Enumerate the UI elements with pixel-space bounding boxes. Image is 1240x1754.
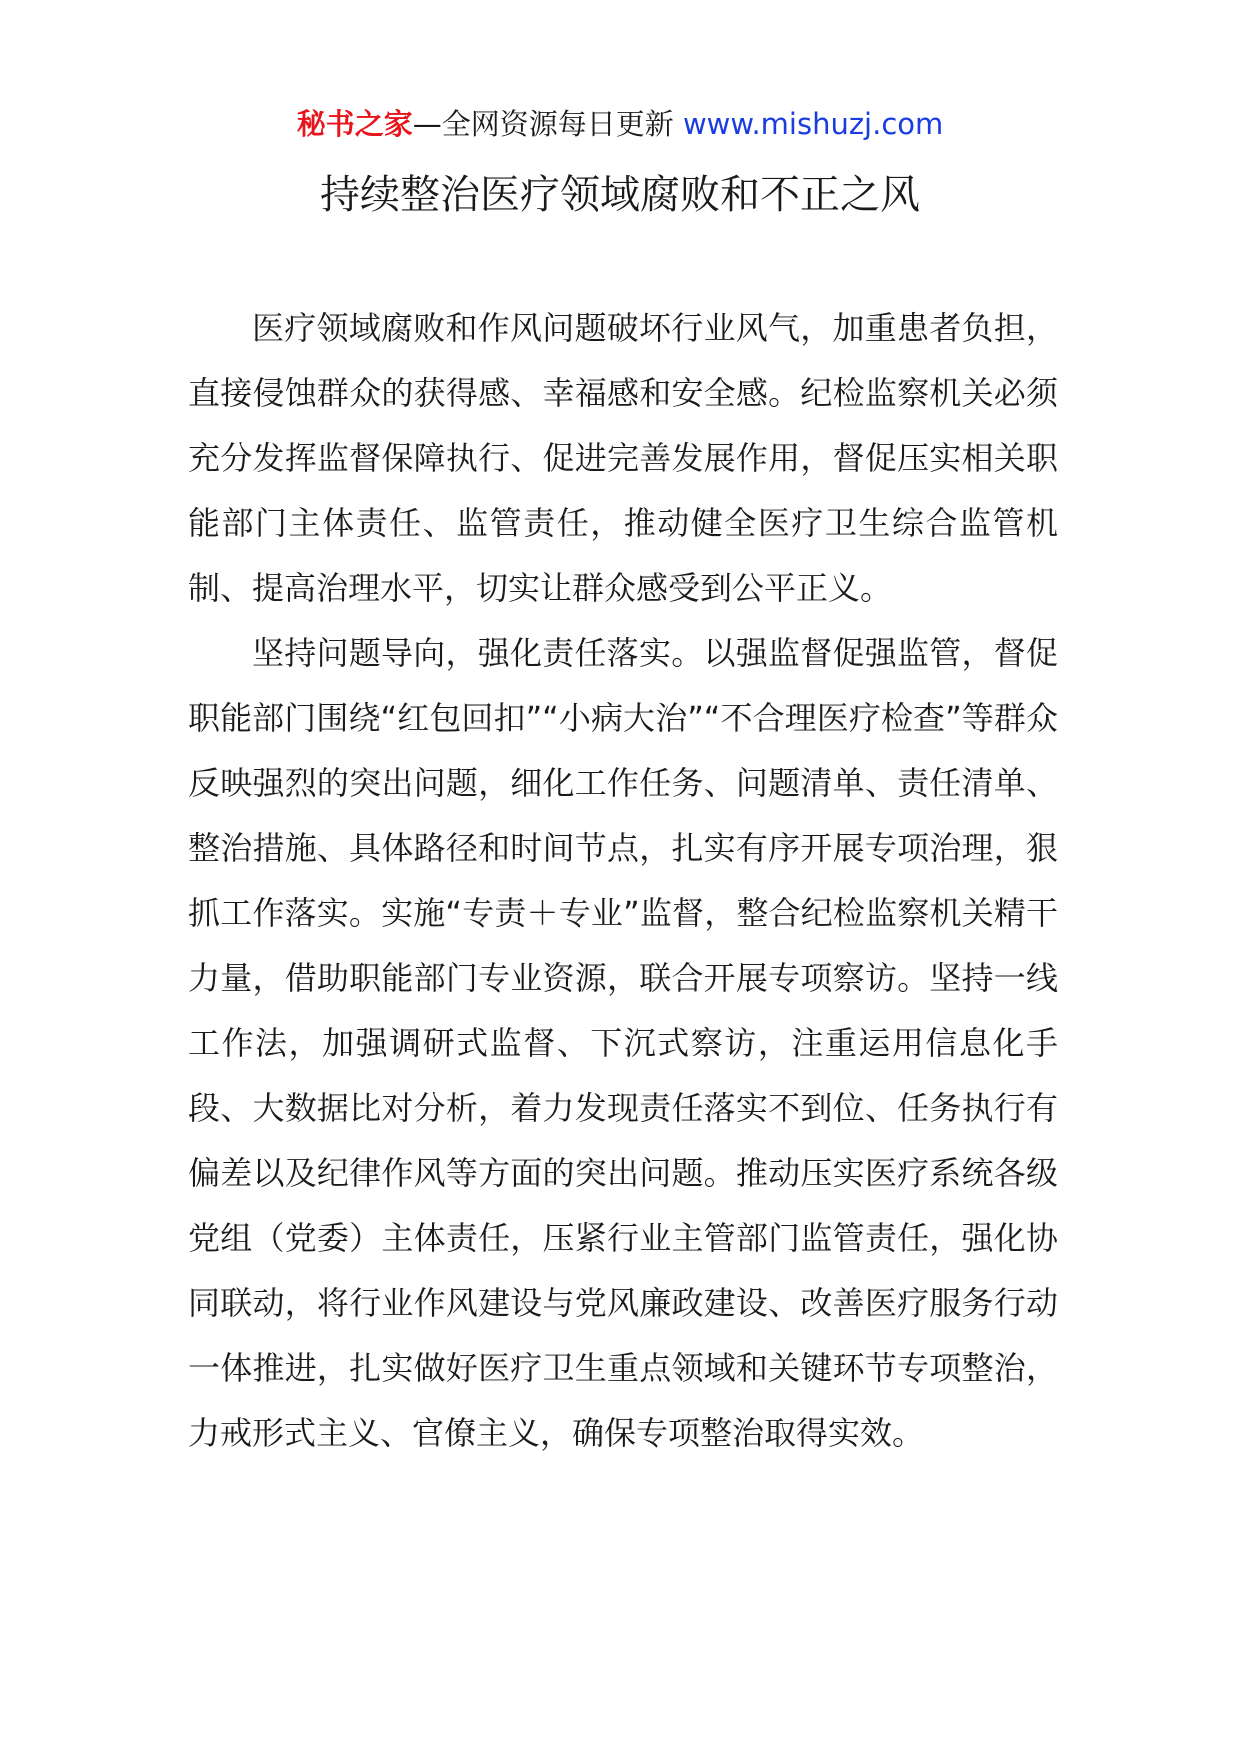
- document-body: [188, 296, 1058, 1466]
- site-brand: 秘书之家: [296, 107, 413, 141]
- site-tagline: —全网资源每日更新: [412, 107, 674, 141]
- document-title: 持续整治医疗领域腐败和不正之风: [320, 172, 920, 218]
- site-header: [0, 104, 1240, 144]
- paragraph-intro: 医疗领域腐败和作风问题破坏行业风气，加重患者负担，直接侵蚀群众的获得感、幸福感和安全感。纪检监察机关必须充分发挥监督保障执行、促进完善发展作用，督促压实相关职能部门主体责任、监管责任，推动健全医疗卫生综合监管机制、提高治理水平，切实让群众感受到公平正义。: [188, 309, 1058, 607]
- paragraph-problem-orientation: 坚持问题导向，强化责任落实。以强监督促强监管，督促职能部门围绕“红包回扣”“小病大治”“不合理医疗检查”等群众反映强烈的突出问题，细化工作任务、问题清单、责任清单、整治措施、具体路径和时间节点，扎实有序开展专项治理，狠抓工作落实。实施“专责＋专业”监督，整合纪检监察机关精干力量，借助职能部门专业资源，联合开展专项察访。坚持一线工作法，加强调研式监督、下沉式察访，注重运用信息化手段、大数据比对分析，着力发现责任落实不到位、任务执行有偏差以及纪律作风等方面的突出问题。推动压实医疗系统各级党组（党委）主体责任，压紧行业主管部门监管责任，强化协同联动，将行业作风建设与党风廉政建设、改善医疗服务行动一体推进，扎实做好医疗卫生重点领域和关键环节专项整治，力戒形式主义、官僚主义，确保专项整治取得实效。: [188, 634, 1058, 1452]
- site-url: www.mishuzj.com: [682, 107, 944, 141]
